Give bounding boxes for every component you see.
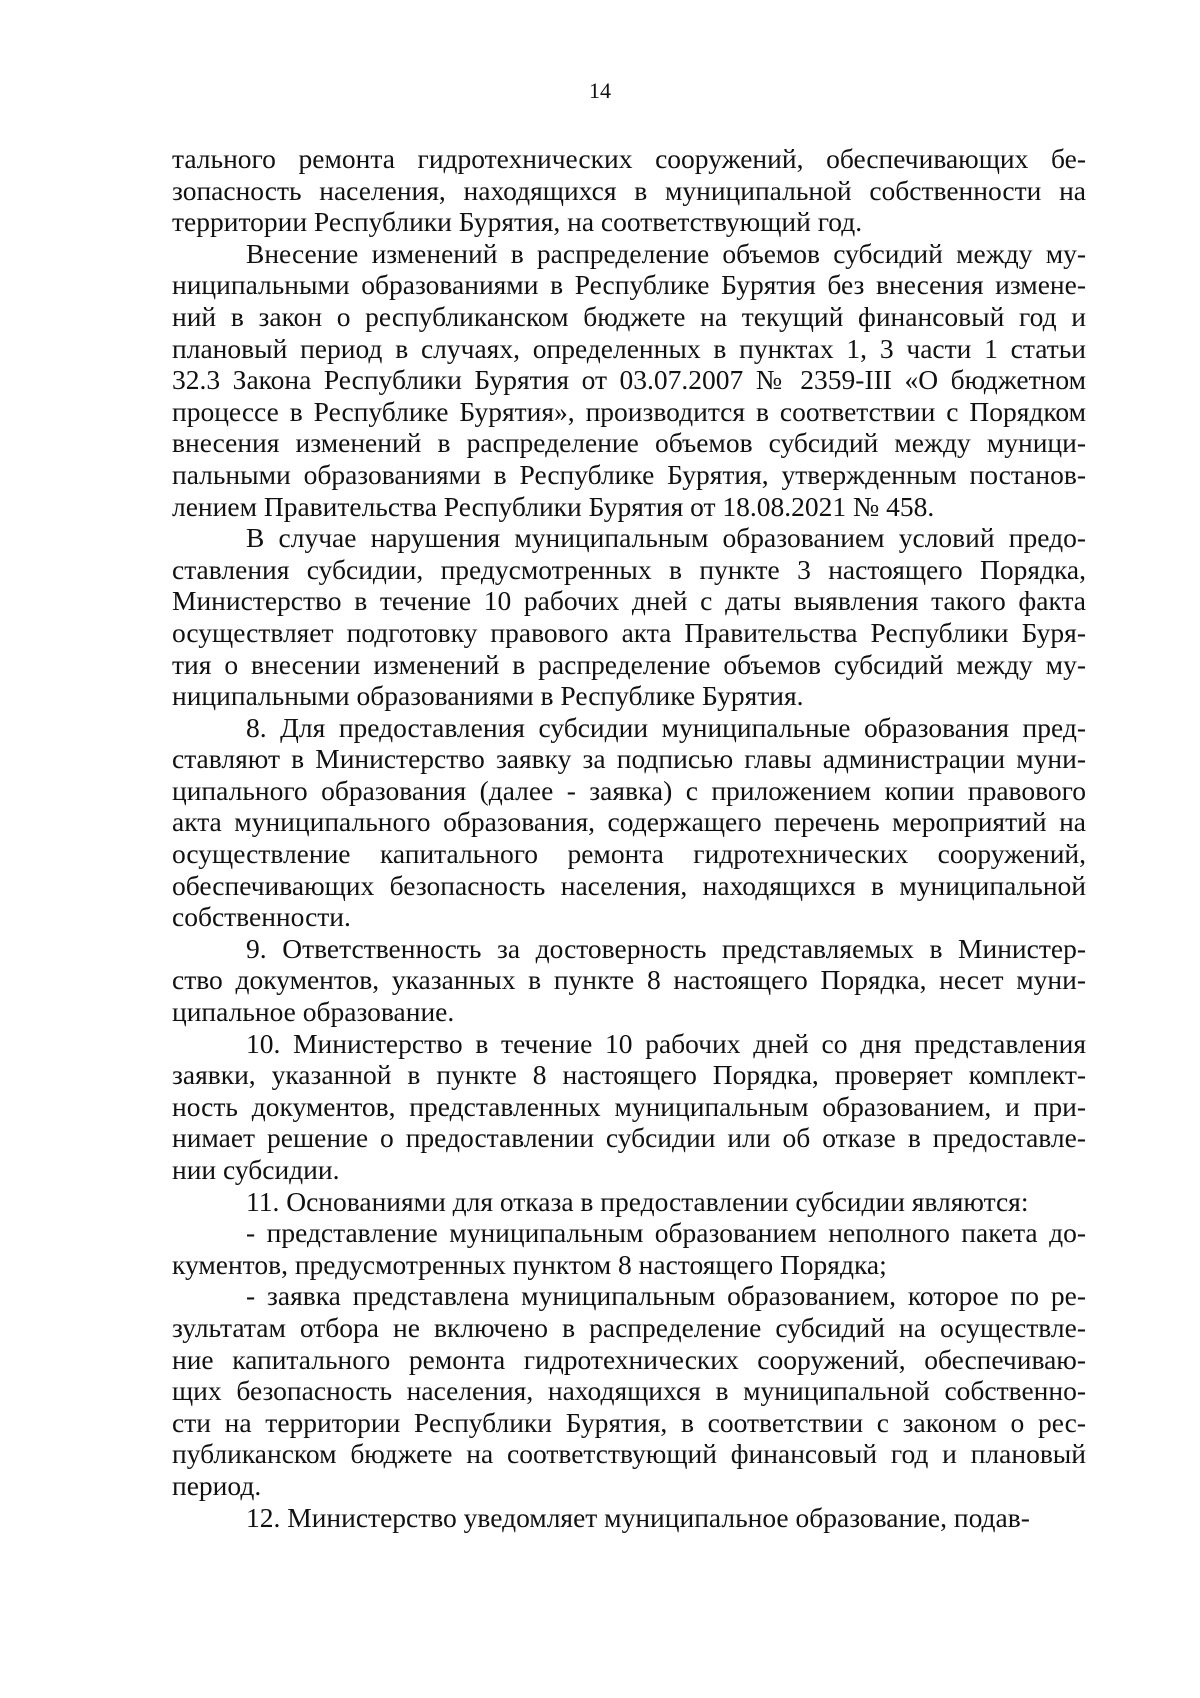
- text-line: ципальное образование.: [172, 996, 455, 1028]
- text-line: ципального образования (далее - заявка) с приложением копии правового: [172, 774, 1086, 806]
- text-line: обеспечивающих безопасность населения, находящихся в муниципальной: [172, 869, 1086, 901]
- text-line: 32.3 Закона Республики Бурятия от 03.07.2007 № 2359-III «О бюджетном: [172, 364, 1086, 396]
- paragraph: [172, 143, 1086, 238]
- text-line: ние капитального ремонта гидротехнических сооружений, обеспечиваю-: [172, 1343, 1086, 1375]
- paragraph: [172, 1186, 1086, 1218]
- text-line: ниципальными образованиями в Республике Бурятия без внесения измене-: [172, 269, 1086, 301]
- text-line: - представление муниципальным образованием неполного пакета до-: [246, 1217, 1086, 1249]
- text-line: период.: [172, 1469, 262, 1501]
- document-body: [172, 143, 1086, 1533]
- text-line: нимает решение о предоставлении субсидии или об отказе в предоставле-: [172, 1122, 1086, 1154]
- text-line: территории Республики Бурятия, на соответствующий год.: [172, 206, 863, 238]
- text-line: сти на территории Республики Бурятия, в соответствии с законом о рес-: [172, 1406, 1086, 1438]
- text-line: Министерство в течение 10 рабочих дней с даты выявления такого факта: [172, 585, 1086, 617]
- text-line: щих безопасность населения, находящихся в муниципальной собственно-: [172, 1375, 1086, 1407]
- text-line: нии субсидии.: [172, 1154, 340, 1185]
- text-line: зультатам отбора не включено в распределение субсидий на осуществле-: [172, 1311, 1086, 1343]
- text-line: зопасность населения, находящихся в муниципальной собственности на: [172, 174, 1086, 206]
- text-line: лением Правительства Республики Бурятия от 18.08.2021 № 458.: [172, 490, 935, 522]
- text-line: плановый период в случаях, определенных в пунктах 1, 3 части 1 статьи: [172, 332, 1086, 364]
- text-line: заявки, указанной в пункте 8 настоящего Порядка, проверяет комплект-: [172, 1059, 1086, 1091]
- text-line: В случае нарушения муниципальным образованием условий предо-: [246, 522, 1086, 554]
- paragraph: [172, 522, 1086, 712]
- text-line: ниципальными образованиями в Республике Бурятия.: [172, 680, 804, 712]
- text-line: собственности.: [172, 901, 351, 933]
- text-line: ставления субсидии, предусмотренных в пункте 3 настоящего Порядка,: [172, 553, 1086, 585]
- page-number: 14: [589, 78, 611, 103]
- paragraph: [172, 1502, 1086, 1534]
- text-line: ство документов, указанных в пункте 8 настоящего Порядка, несет муни-: [172, 964, 1086, 996]
- text-line: кументов, предусмотренных пунктом 8 настоящего Порядка;: [172, 1248, 887, 1280]
- text-line: внесения изменений в распределение объемов субсидий между муници-: [172, 427, 1086, 459]
- text-line: Внесение изменений в распределение объемов субсидий между му-: [246, 237, 1086, 269]
- text-line: - заявка представлена муниципальным образованием, которое по ре-: [246, 1280, 1086, 1312]
- text-line: процессе в Республике Бурятия», производится в соответствии с Порядком: [172, 395, 1086, 427]
- text-line: осуществление капитального ремонта гидротехнических сооружений,: [172, 838, 1086, 870]
- text-line: 8. Для предоставления субсидии муниципальные образования пред-: [246, 711, 1086, 743]
- text-line: тального ремонта гидротехнических сооружений, обеспечивающих бе-: [172, 143, 1086, 174]
- paragraph: [172, 712, 1086, 933]
- paragraph: [172, 1028, 1086, 1186]
- text-line: осуществляет подготовку правового акта Правительства Республики Буря-: [172, 616, 1086, 648]
- text-line: 10. Министерство в течение 10 рабочих дней со дня представления: [246, 1027, 1086, 1059]
- paragraph: [172, 1217, 1086, 1280]
- text-line: ставляют в Министерство заявку за подписью главы администрации муни-: [172, 743, 1086, 775]
- text-line: ний в закон о республиканском бюджете на текущий финансовый год и: [172, 300, 1086, 332]
- text-line: 12. Министерство уведомляет муниципальное образование, подав-: [246, 1501, 1030, 1533]
- text-line: акта муниципального образования, содержащего перечень мероприятий на: [172, 806, 1086, 838]
- text-line: 11. Основаниями для отказа в предоставлении субсидии являются:: [246, 1185, 1029, 1217]
- paragraph: [172, 1280, 1086, 1501]
- text-line: тия о внесении изменений в распределение объемов субсидий между му-: [172, 648, 1086, 680]
- paragraph: [172, 238, 1086, 522]
- paragraph: [172, 933, 1086, 1028]
- text-line: 9. Ответственность за достоверность представляемых в Министер-: [246, 932, 1086, 964]
- text-line: пальными образованиями в Республике Бурятия, утвержденным постанов-: [172, 458, 1086, 490]
- text-line: публиканском бюджете на соответствующий финансовый год и плановый: [172, 1438, 1086, 1470]
- text-line: ность документов, представленных муниципальным образованием, и при-: [172, 1090, 1086, 1122]
